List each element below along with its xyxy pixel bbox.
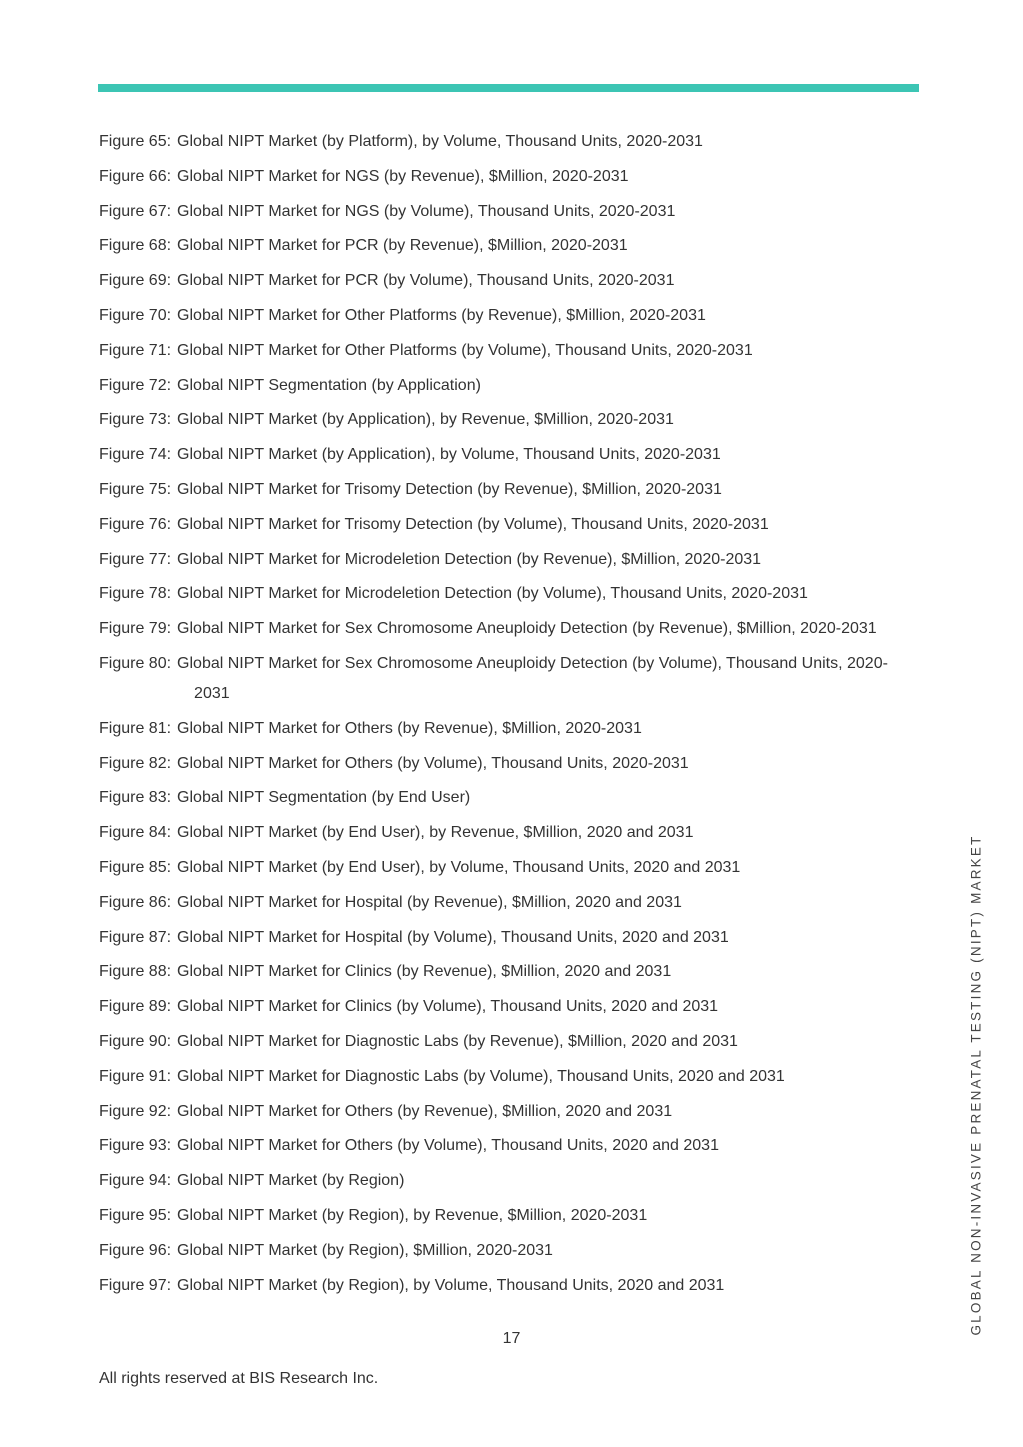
figure-title: Global NIPT Market (by Platform), by Volume, Thousand Units, 2020-2031	[177, 133, 703, 150]
figure-title: Global NIPT Market for PCR (by Revenue), $Million, 2020-2031	[177, 237, 628, 255]
figure-title: Global NIPT Market for Trisomy Detection (by Revenue), $Million, 2020-2031	[177, 480, 722, 498]
figure-number: Figure 83:	[99, 789, 172, 807]
header-accent-rule	[98, 84, 919, 92]
figure-number: Figure 94:	[99, 1172, 172, 1190]
figure-number: Figure 96:	[99, 1241, 172, 1259]
figure-number: Figure 76:	[99, 515, 172, 533]
list-item	[99, 992, 889, 1022]
figure-number: Figure 85:	[99, 858, 172, 876]
list-item	[99, 818, 889, 848]
list-item	[99, 649, 889, 709]
list-item	[99, 301, 889, 331]
figure-title: Global NIPT Market (by Region), by Revenue, $Million, 2020-2031	[177, 1206, 648, 1224]
list-item	[99, 231, 889, 261]
figure-number: Figure 68:	[99, 237, 172, 255]
list-item	[99, 440, 889, 470]
figure-title: Global NIPT Market for NGS (by Revenue), $Million, 2020-2031	[177, 167, 629, 185]
figure-title: Global NIPT Segmentation (by End User)	[177, 789, 471, 807]
figure-number: Figure 86:	[99, 893, 172, 911]
figure-title: Global NIPT Market for Clinics (by Volume), Thousand Units, 2020 and 2031	[177, 998, 719, 1016]
figure-title: Global NIPT Market for Others (by Revenue), $Million, 2020-2031	[177, 719, 642, 737]
page-number: 17	[502, 1330, 521, 1347]
figure-title: Global NIPT Market (by End User), by Revenue, $Million, 2020 and 2031	[177, 824, 694, 842]
footer-copyright: All rights reserved at BIS Research Inc.	[99, 1370, 379, 1387]
figure-number: Figure 92:	[99, 1102, 172, 1120]
figure-title: Global NIPT Market for Sex Chromosome Aneuploidy Detection (by Revenue), $Million, 2020-2031	[177, 620, 877, 638]
figure-number: Figure 79:	[99, 620, 172, 638]
list-item	[99, 714, 889, 744]
figure-number: Figure 65:	[99, 133, 172, 150]
figure-number: Figure 97:	[99, 1276, 172, 1294]
figure-title: Global NIPT Market for Diagnostic Labs (by Volume), Thousand Units, 2020 and 2031	[177, 1067, 785, 1085]
figure-title: Global NIPT Market for Microdeletion Detection (by Revenue), $Million, 2020-2031	[177, 550, 762, 568]
figure-title: Global NIPT Market for Sex Chromosome Aneuploidy Detection (by Volume), Thousand Units, 2020-2031	[177, 654, 888, 702]
figure-title: Global NIPT Segmentation (by Application)	[177, 376, 481, 394]
figure-title: Global NIPT Market for Others (by Revenue), $Million, 2020 and 2031	[177, 1102, 673, 1120]
figure-number: Figure 91:	[99, 1067, 172, 1085]
list-item	[99, 1236, 889, 1266]
figure-title: Global NIPT Market for NGS (by Volume), Thousand Units, 2020-2031	[177, 202, 676, 220]
list-of-figures	[99, 127, 889, 1305]
figure-number: Figure 69:	[99, 272, 172, 290]
figure-number: Figure 74:	[99, 446, 172, 464]
list-item	[99, 266, 889, 296]
list-item	[99, 371, 889, 401]
list-item	[99, 888, 889, 918]
figure-title: Global NIPT Market for Others (by Volume), Thousand Units, 2020-2031	[177, 754, 689, 772]
figure-number: Figure 81:	[99, 719, 172, 737]
figure-number: Figure 71:	[99, 341, 172, 359]
figure-number: Figure 78:	[99, 585, 172, 603]
figure-number: Figure 93:	[99, 1137, 172, 1155]
list-item	[99, 1201, 889, 1231]
list-item	[99, 579, 889, 609]
list-item	[99, 1271, 889, 1301]
list-item	[99, 1097, 889, 1127]
list-item	[99, 127, 889, 157]
list-item	[99, 957, 889, 987]
figure-number: Figure 75:	[99, 480, 172, 498]
figure-number: Figure 90:	[99, 1032, 172, 1050]
list-item	[99, 1131, 889, 1161]
figure-title: Global NIPT Market for Hospital (by Volume), Thousand Units, 2020 and 2031	[177, 928, 729, 946]
figure-number: Figure 66:	[99, 167, 172, 185]
figure-number: Figure 70:	[99, 306, 172, 324]
figure-title: Global NIPT Market for Clinics (by Revenue), $Million, 2020 and 2031	[177, 963, 672, 981]
figure-title: Global NIPT Market (by Application), by Volume, Thousand Units, 2020-2031	[177, 446, 721, 464]
list-item	[99, 545, 889, 575]
list-item	[99, 1027, 889, 1057]
figure-title: Global NIPT Market for Other Platforms (by Volume), Thousand Units, 2020-2031	[177, 341, 753, 359]
figure-title: Global NIPT Market for Other Platforms (by Revenue), $Million, 2020-2031	[177, 306, 706, 324]
figure-number: Figure 80:	[99, 654, 172, 672]
list-item	[99, 405, 889, 435]
figure-title: Global NIPT Market for Microdeletion Detection (by Volume), Thousand Units, 2020-2031	[177, 585, 808, 603]
list-item	[99, 1166, 889, 1196]
figure-title: Global NIPT Market for Diagnostic Labs (by Revenue), $Million, 2020 and 2031	[177, 1032, 738, 1050]
list-item	[99, 197, 889, 227]
list-item	[99, 336, 889, 366]
figure-number: Figure 95:	[99, 1206, 172, 1224]
figure-title: Global NIPT Market (by Region), by Volume, Thousand Units, 2020 and 2031	[177, 1276, 725, 1294]
list-item	[99, 510, 889, 540]
figure-number: Figure 88:	[99, 963, 172, 981]
list-item	[99, 749, 889, 779]
figure-title: Global NIPT Market (by Application), by Revenue, $Million, 2020-2031	[177, 411, 674, 429]
figure-title: Global NIPT Market for Others (by Volume), Thousand Units, 2020 and 2031	[177, 1137, 719, 1155]
figure-title: Global NIPT Market for PCR (by Volume), Thousand Units, 2020-2031	[177, 272, 675, 290]
figure-title: Global NIPT Market (by End User), by Volume, Thousand Units, 2020 and 2031	[177, 858, 741, 876]
list-item	[99, 853, 889, 883]
figure-number: Figure 72:	[99, 376, 172, 394]
figure-number: Figure 89:	[99, 998, 172, 1016]
figure-number: Figure 73:	[99, 411, 172, 429]
list-item	[99, 162, 889, 192]
figure-number: Figure 77:	[99, 550, 172, 568]
figure-title: Global NIPT Market (by Region), $Million, 2020-2031	[177, 1241, 553, 1259]
figure-title: Global NIPT Market for Trisomy Detection (by Volume), Thousand Units, 2020-2031	[177, 515, 769, 533]
figure-number: Figure 82:	[99, 754, 172, 772]
figure-title: Global NIPT Market (by Region)	[177, 1172, 405, 1190]
figure-number: Figure 87:	[99, 928, 172, 946]
list-item	[99, 783, 889, 813]
side-running-title-text: GLOBAL NON-INVASIVE PRENATAL TESTING (NIPT) MARKET	[968, 834, 984, 1336]
list-item	[99, 475, 889, 505]
figure-title: Global NIPT Market for Hospital (by Revenue), $Million, 2020 and 2031	[177, 893, 682, 911]
figure-number: Figure 84:	[99, 824, 172, 842]
list-item	[99, 923, 889, 953]
list-item	[99, 614, 889, 644]
list-item	[99, 1062, 889, 1092]
figure-number: Figure 67:	[99, 202, 172, 220]
